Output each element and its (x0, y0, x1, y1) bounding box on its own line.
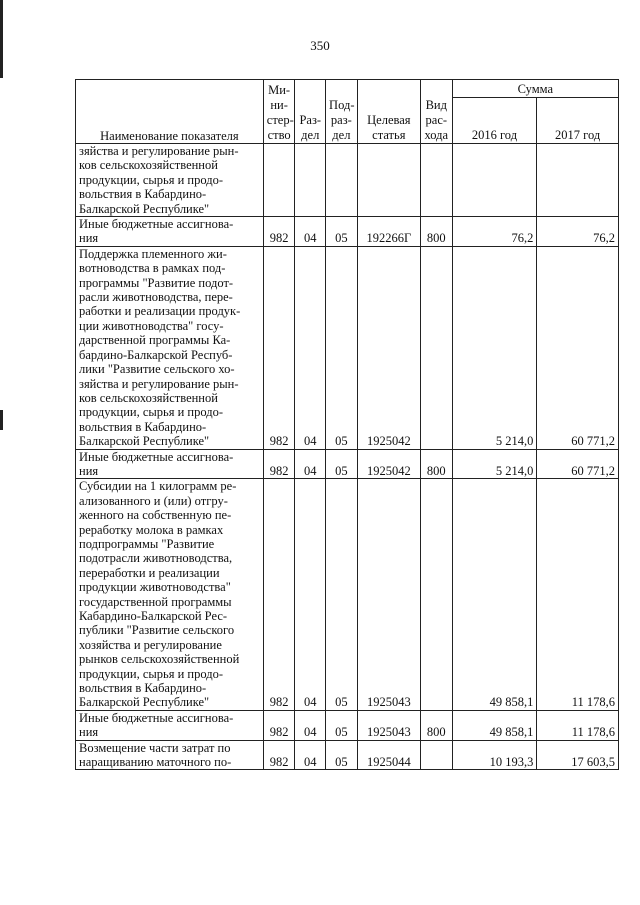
col-header-target-article: Целевая статья (357, 80, 420, 144)
row-expense-cell: 800 (420, 449, 452, 479)
row-2016-cell: 76,2 (452, 217, 537, 247)
row-section-cell: 04 (295, 479, 326, 711)
row-name-cell: Иные бюджетные ассигнова- ния (76, 449, 264, 479)
row-ministry-cell: 982 (263, 740, 295, 770)
row-subsection-cell: 05 (326, 740, 358, 770)
row-article-cell: 1925043 (357, 479, 420, 711)
row-article-cell: 192266Г (357, 217, 420, 247)
table-row (76, 479, 619, 711)
col-header-subsection: Под- раз- дел (326, 80, 358, 144)
row-subsection-cell: 05 (326, 449, 358, 479)
row-section-cell: 04 (295, 710, 326, 740)
row-expense-cell: 800 (420, 217, 452, 247)
row-name-cell: Иные бюджетные ассигнова- ния (76, 710, 264, 740)
row-2016-cell (452, 144, 537, 217)
row-article-cell: 1925042 (357, 449, 420, 479)
col-header-expense-type: Вид рас- хода (420, 80, 452, 144)
row-section-cell: 04 (295, 449, 326, 479)
table-row (76, 449, 619, 479)
table-row (76, 144, 619, 217)
table-row (76, 217, 619, 247)
row-subsection-cell: 05 (326, 246, 358, 449)
row-expense-cell (420, 479, 452, 711)
col-header-name: Наименование показателя (76, 80, 264, 144)
col-header-year-2016: 2016 год (452, 98, 537, 144)
row-2017-cell: 11 178,6 (537, 710, 619, 740)
row-2016-cell: 5 214,0 (452, 449, 537, 479)
row-ministry-cell: 982 (263, 479, 295, 711)
row-expense-cell (420, 144, 452, 217)
row-article-cell: 1925042 (357, 246, 420, 449)
table-row (76, 740, 619, 770)
row-ministry-cell: 982 (263, 449, 295, 479)
table-body (76, 144, 619, 770)
table-row (76, 710, 619, 740)
col-header-ministry: Ми- ни- стер- ство (263, 80, 295, 144)
row-article-cell: 1925043 (357, 710, 420, 740)
row-name-cell: Возмещение части затрат по наращиванию маточного по- (76, 740, 264, 770)
row-expense-cell: 800 (420, 710, 452, 740)
table-row (76, 246, 619, 449)
page-number: 350 (310, 38, 330, 53)
row-expense-cell (420, 740, 452, 770)
row-section-cell: 04 (295, 246, 326, 449)
left-margin-mark-middle (0, 410, 3, 430)
row-2017-cell: 76,2 (537, 217, 619, 247)
col-header-sum: Сумма (452, 80, 618, 98)
row-2017-cell: 60 771,2 (537, 449, 619, 479)
row-ministry-cell: 982 (263, 710, 295, 740)
row-2016-cell: 5 214,0 (452, 246, 537, 449)
row-2017-cell (537, 144, 619, 217)
row-ministry-cell (263, 144, 295, 217)
row-name-cell: зяйства и регулирование рын- ков сельскохозяйственной продукции, сырья и продо- вольствия в Кабардино- Балкарской Республике" (76, 144, 264, 217)
row-name-cell: Поддержка племенного жи- вотноводства в рамках под- программы "Развитие подот- расли животноводства, пере- работки и реализации продук- ции животноводства" госу- дарственной программы Ка- бардино-Балкарской Респуб- лики "Развитие сельского хо- зяйства и регулирование рын- ков сельскохозяйственной продукции, сырья и продо- вольствия в Кабардино- Балкарской Республике" (76, 246, 264, 449)
header-row-1 (76, 80, 619, 98)
row-2016-cell: 49 858,1 (452, 479, 537, 711)
row-subsection-cell (326, 144, 358, 217)
row-2017-cell: 11 178,6 (537, 479, 619, 711)
col-header-year-2017: 2017 год (537, 98, 619, 144)
row-name-cell: Иные бюджетные ассигнова- ния (76, 217, 264, 247)
row-subsection-cell: 05 (326, 710, 358, 740)
budget-table (75, 79, 619, 770)
row-2017-cell: 17 603,5 (537, 740, 619, 770)
row-article-cell (357, 144, 420, 217)
row-section-cell (295, 144, 326, 217)
row-subsection-cell: 05 (326, 479, 358, 711)
row-2016-cell: 10 193,3 (452, 740, 537, 770)
row-subsection-cell: 05 (326, 217, 358, 247)
row-article-cell: 1925044 (357, 740, 420, 770)
row-2017-cell: 60 771,2 (537, 246, 619, 449)
row-ministry-cell: 982 (263, 217, 295, 247)
row-expense-cell (420, 246, 452, 449)
row-section-cell: 04 (295, 217, 326, 247)
row-name-cell: Субсидии на 1 килограмм ре- ализованного и (или) отгру- женного на собственную пе- реработку молока в рамках подпрограммы "Развитие подотрасли животноводства, переработки и реализации продукции животноводства" государственной программы Кабардино-Балкарской Рес- публики "Развитие сельского хозяйства и регулирование рынков сельскохозяйственной продукции, сырья и продо- вольствия в Кабардино- Балкарской Республике" (76, 479, 264, 711)
row-ministry-cell: 982 (263, 246, 295, 449)
col-header-section: Раз- дел (295, 80, 326, 144)
row-2016-cell: 49 858,1 (452, 710, 537, 740)
row-section-cell: 04 (295, 740, 326, 770)
